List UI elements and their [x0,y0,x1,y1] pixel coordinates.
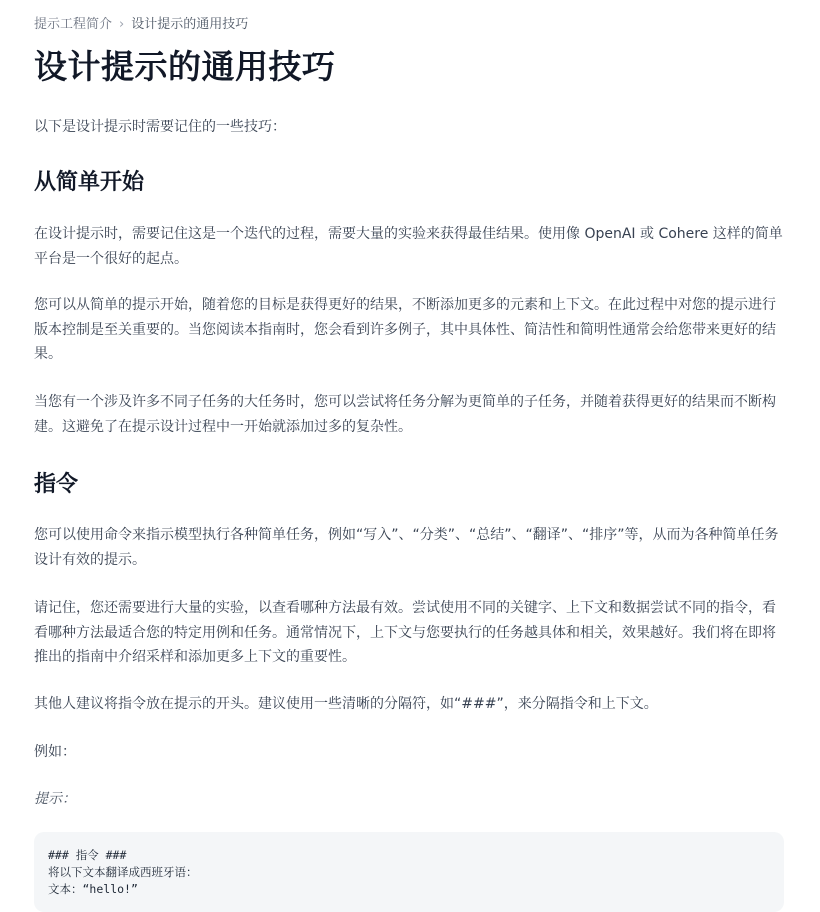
code-block [34,832,784,912]
code-line: ### 指令 ### [48,848,127,862]
section-heading-instructions: 指令 [34,472,79,497]
paragraph-example-label: 例如： [34,744,76,760]
breadcrumb [34,16,248,34]
paragraph-start-simple-2: 您可以从简单的提示开始，随着您的目标是获得更好的结果，不断添加更多的元素和上下文。在此过程中对您的提示进行版本控制是至关重要的。当您阅读本指南时，您会看到许多例子，其中具体性、简洁性和简明性通常会给您带来更好的结果。 [34,297,776,362]
paragraph-instructions-3: 其他人建议将指令放在提示的开头。建议使用一些清晰的分隔符，如“###”，来分隔指令和上下文。 [34,696,658,712]
breadcrumb-link-intro[interactable]: 提示工程简介 [34,17,113,32]
intro-paragraph: 以下是设计提示时需要记住的一些技巧： [34,119,286,135]
chevron-right-icon: › [119,17,125,32]
prompt-label: 提示： [34,791,76,807]
code-line: 将以下文本翻译成西班牙语： [48,865,198,879]
paragraph-start-simple-1: 在设计提示时，需要记住这是一个迭代的过程，需要大量的实验来获得最佳结果。使用像 OpenAI 或 Cohere 这样的简单平台是一个很好的起点。 [34,226,783,267]
breadcrumb-current: 设计提示的通用技巧 [131,17,249,32]
paragraph-instructions-2: 请记住，您还需要进行大量的实验，以查看哪种方法最有效。尝试使用不同的关键字、上下文和数据尝试不同的指令，看看哪种方法最适合您的特定用例和任务。通常情况下，上下文与您要执行的任务越具体和相关，效果越好。我们将在即将推出的指南中介绍采样和添加更多上下文的重要性。 [34,600,776,665]
paragraph-instructions-1: 您可以使用命令来指示模型执行各种简单任务，例如“写入”、“分类”、“总结”、“翻译”、“排序”等，从而为各种简单任务设计有效的提示。 [34,527,779,568]
code-line: 文本：“hello!” [48,882,138,896]
paragraph-start-simple-3: 当您有一个涉及许多不同子任务的大任务时，您可以尝试将任务分解为更简单的子任务，并随着获得更好的结果而不断构建。这避免了在提示设计过程中一开始就添加过多的复杂性。 [34,394,776,435]
page-title: 设计提示的通用技巧 [34,47,336,86]
section-heading-start-simple: 从简单开始 [34,170,145,195]
